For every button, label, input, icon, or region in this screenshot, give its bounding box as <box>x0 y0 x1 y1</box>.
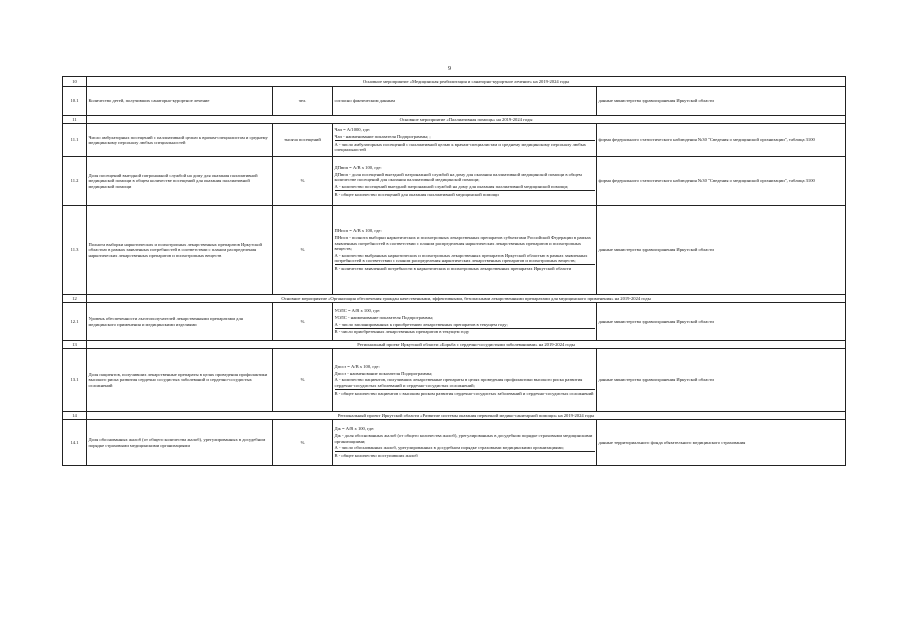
section-row <box>63 77 846 87</box>
section-title: Основное мероприятие «Паллиативная помощь» на 2019-2024 годы <box>87 116 846 124</box>
section-number: 12 <box>63 295 87 303</box>
indicator-name: Доля пациентов, получивших лекарственные препараты в целях проведения профилактики высокого риска развития сердечно сосудистых заболеваний и сердечно-сосудистых осложнений <box>87 349 273 412</box>
table-row <box>63 349 846 412</box>
section-number: 13 <box>63 341 87 349</box>
indicators-table <box>62 76 846 466</box>
formula-line: А - количество выбранных наркотических и психотропных лекарственных препаратов Иркутской областью в рамках заявленных потребностей в соответствии с планом распределения наркотических лекарственных препаратов и психотропных веществ; <box>334 252 588 264</box>
indicator-name: Доля посещений выездной патронажной службой на дому для оказания паллиативной медицинской помощи в общем количестве посещений для оказания паллиативной медицинской помощи <box>87 157 273 206</box>
indicator-source: данные министерства здравоохранения Иркутской области <box>597 206 846 295</box>
formula-line: Дж - доля обоснованных жалоб (от общего количества жалоб), урегулированных в досудебном порядке страховыми медицинскими организациями; <box>334 433 593 444</box>
indicator-source: форма федерального статистического наблюдения №30 "Сведения о медицинской организации", таблица 3100 <box>597 157 846 206</box>
page-number: 9 <box>448 66 451 72</box>
table-row <box>63 124 846 157</box>
section-title: Региональный проект Иркутской области «Развитие системы оказания первичной медико-санитарной помощи» на 2019-2024 годы <box>87 412 846 420</box>
formula-line: ПНпсп = А/В х 100, где: <box>334 228 382 234</box>
indicator-unit: % <box>273 349 333 412</box>
section-title: Основное мероприятие «Организация обеспечения граждан качественными, эффективными, безопасными лекарственными препаратами для медицинского применения» на 2019-2024 годы <box>87 295 846 303</box>
indicator-number: 11.3 <box>63 206 87 295</box>
indicator-name: Доля обоснованных жалоб (от общего количества жалоб), урегулированных в досудебном порядке страховыми медицинскими организациями <box>87 420 273 466</box>
indicator-number: 11.1 <box>63 124 87 157</box>
formula-line: В - общее количество пациентов с высоким риском развития сердечно-сосудистых заболеваний и сердечно-сосудистых осложнений <box>334 390 594 396</box>
indicator-unit: % <box>273 157 333 206</box>
indicator-source: данные министерства здравоохранения Иркутской области <box>597 303 846 341</box>
indicator-source: данные территориального фонда обязательного медицинского страхования <box>597 420 846 466</box>
formula-line: А - число обоснованных жалоб, урегулированных в досудебном порядке страховыми медицинскими организациями; <box>334 445 564 451</box>
table-row <box>63 87 846 116</box>
formula-line: А - количество пациентов, получивших лекарственные препараты в целях проведения профилактики высокого риска развития сердечно-сосудистых заболеваний и сердечно-сосудистых осложнений; <box>334 377 583 388</box>
section-row <box>63 116 846 124</box>
indicator-number: 12.1 <box>63 303 87 341</box>
formula-line: А - количество посещений выездной патронажной службой на дому для оказания паллиативной медицинской помощи; <box>334 183 569 189</box>
formula-line: В - число приобретенных лекарственных препаратов в текущем году <box>335 328 595 336</box>
formula-line: В - количество заявленной потребности в наркотических и психотропных лекарственных препаратах Иркутской области <box>335 264 595 272</box>
formula-line: Дпссз = А/В х 100, где: <box>334 363 380 369</box>
indicator-formula <box>333 349 597 412</box>
indicator-source: данные министерства здравоохранения Иркутской области <box>597 349 846 412</box>
formula-line: Чап - наименование показателя Подпрограммы; ; <box>334 134 431 139</box>
indicator-formula <box>333 303 597 341</box>
indicator-unit: % <box>273 303 333 341</box>
formula-line: Дж = А/В х 100, где: <box>334 426 375 432</box>
indicator-number: 10.1 <box>63 87 87 116</box>
indicator-unit: тысяча посещений <box>273 124 333 157</box>
indicator-name: Количество детей, получивших санаторно-курортное лечение <box>87 87 273 116</box>
formula-line: ДПвпп - доля посещений выездной патронажной службой на дому для оказания паллиативной медицинской помощи в общем количестве посещений для оказания паллиативной медицинской помощи; <box>334 171 582 183</box>
table-row <box>63 303 846 341</box>
indicator-unit: % <box>273 206 333 295</box>
indicator-formula <box>333 420 597 466</box>
section-row <box>63 341 846 349</box>
section-row <box>63 412 846 420</box>
indicator-name: Полнота выборки наркотических и психотропных лекарственных препаратов Иркутской областью в рамках заявленных потребностей в соответствии с планом распределения наркотических лекарственных препаратов и психотропных веществ <box>87 206 273 295</box>
indicator-name: Число амбулаторных посещений с паллиативной целью к врачам-специалистам и среднему медицинскому персоналу любых специальностей <box>87 124 273 157</box>
indicator-unit: % <box>273 420 333 466</box>
formula-line: Чап = А/1000, где: <box>334 127 371 133</box>
formula-line: согласно фактическим данным <box>334 98 395 104</box>
section-row <box>63 295 846 303</box>
section-title: Региональный проект Иркутской области «Борьба с сердечно-сосудистыми заболеваниями» на 2019-2024 годы <box>87 341 846 349</box>
section-number: 10 <box>63 77 87 87</box>
indicator-formula <box>333 124 597 157</box>
indicator-formula <box>333 206 597 295</box>
formula-line: В - общее количество посещений для оказания паллиативной медицинской помощи <box>335 190 595 198</box>
formula-line: УОЛС - наименование показателя Подпрограммы; <box>334 314 434 320</box>
indicator-source: данные министерства здравоохранения Иркутской области <box>597 87 846 116</box>
indicator-number: 11.2 <box>63 157 87 206</box>
formula-line: А - число амбулаторных посещений с паллиативной целью к врачам-специалистам и среднему медицинскому персоналу любых специальностей <box>335 140 595 153</box>
indicator-unit: чел. <box>273 87 333 116</box>
indicator-source: форма федерального статистического наблюдения №30 "Сведения о медицинской организации", таблица 3100 <box>597 124 846 157</box>
indicator-formula <box>333 87 597 116</box>
indicators-table-body <box>63 77 846 466</box>
formula-line: УОЛС = А/В х 100, где: <box>334 308 381 314</box>
formula-line: В - общее количество поступивших жалоб <box>335 451 595 459</box>
section-number: 11 <box>63 116 87 124</box>
table-row <box>63 157 846 206</box>
section-title: Основное мероприятие «Медицинская реабилитация и санаторно-курортное лечение» на 2019-2024 годы <box>87 77 846 87</box>
formula-line: А - число запланированных к приобретению лекарственных препаратов в текущем году; <box>334 321 508 327</box>
indicator-name: Уровень обеспеченности льготополучателей лекарственными препаратами для медицинского применения и медицинскими изделиями <box>87 303 273 341</box>
indicator-number: 14.1 <box>63 420 87 466</box>
section-number: 14 <box>63 412 87 420</box>
indicator-number: 13.1 <box>63 349 87 412</box>
formula-line: Дпссз - наименование показателя Подпрограммы; <box>334 370 433 376</box>
table-row <box>63 420 846 466</box>
formula-line: ПНпсп - полнота выборки наркотических и психотропных лекарственных препаратов субъектами Российской Федерации в рамках заявленных потребностей в соответствии с планом распределения наркотических лекарственных препаратов и психотропных веществ; <box>334 235 591 252</box>
indicator-formula <box>333 157 597 206</box>
table-row <box>63 206 846 295</box>
formula-line: ДПвпп = А/В х 100, где: <box>334 164 382 170</box>
